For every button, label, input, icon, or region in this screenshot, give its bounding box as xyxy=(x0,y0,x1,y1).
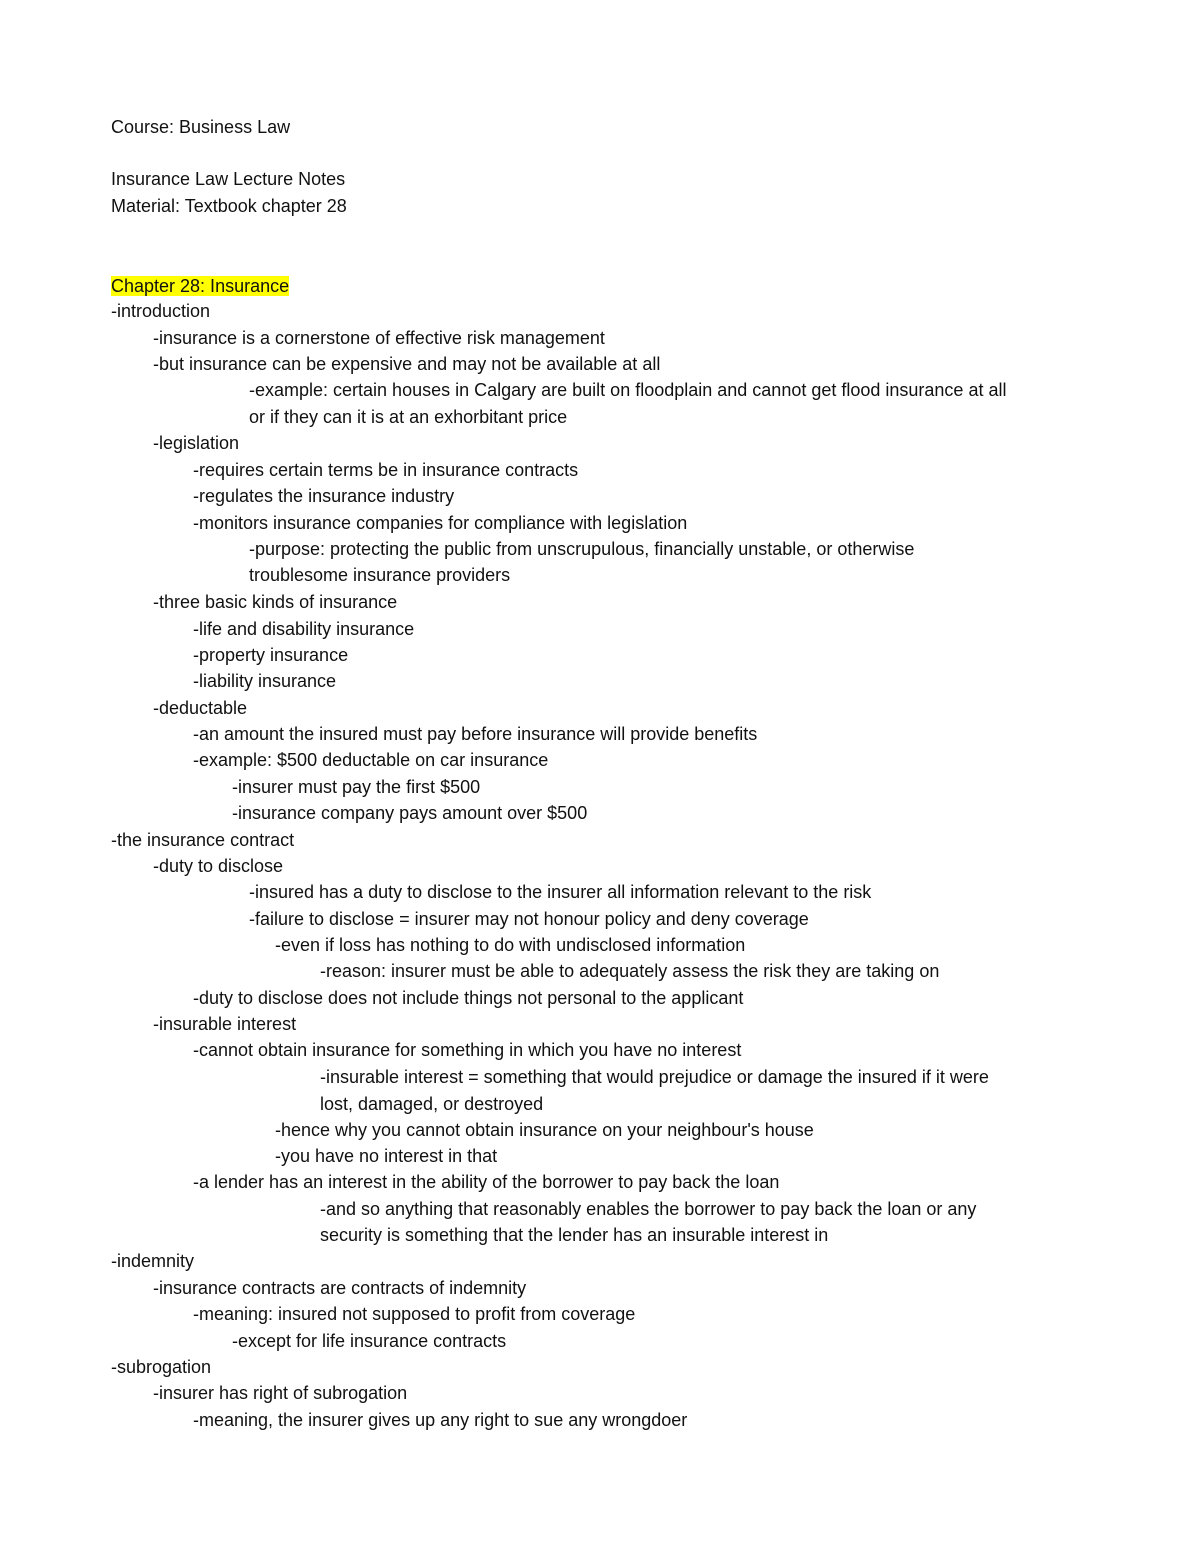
course-line: Course: Business Law xyxy=(111,117,291,137)
note-line: security is something that the lender has an insurable interest in xyxy=(320,1225,829,1245)
note-line: -insurance contracts are contracts of indemnity xyxy=(153,1278,527,1298)
note-line: -insured has a duty to disclose to the insurer all information relevant to the risk xyxy=(249,882,872,902)
note-line: -duty to disclose does not include things not personal to the applicant xyxy=(193,988,744,1008)
note-line: -the insurance contract xyxy=(111,830,295,850)
note-line: -three basic kinds of insurance xyxy=(153,592,398,612)
note-line: -hence why you cannot obtain insurance on your neighbour's house xyxy=(275,1120,814,1140)
note-line: -and so anything that reasonably enables the borrower to pay back the loan or any xyxy=(320,1199,977,1219)
note-line: -duty to disclose xyxy=(153,856,284,876)
note-line: -deductable xyxy=(153,698,248,718)
note-line: -reason: insurer must be able to adequately assess the risk they are taking on xyxy=(320,961,940,981)
document-title: Insurance Law Lecture Notes xyxy=(111,169,346,189)
note-line: -regulates the insurance industry xyxy=(193,486,455,506)
note-line: -but insurance can be expensive and may not be available at all xyxy=(153,354,661,374)
note-line: -insurable interest xyxy=(153,1014,297,1034)
note-line: -a lender has an interest in the ability of the borrower to pay back the loan xyxy=(193,1172,780,1192)
note-line: -an amount the insured must pay before insurance will provide benefits xyxy=(193,724,758,744)
note-line: -insurance is a cornerstone of effective risk management xyxy=(153,328,605,348)
note-line: -subrogation xyxy=(111,1357,212,1377)
note-line: -insurer has right of subrogation xyxy=(153,1383,408,1403)
note-line: -life and disability insurance xyxy=(193,619,415,639)
note-line: or if they can it is at an exhorbitant price xyxy=(249,407,568,427)
note-line: -failure to disclose = insurer may not honour policy and deny coverage xyxy=(249,909,809,929)
note-line: -meaning: insured not supposed to profit from coverage xyxy=(193,1304,636,1324)
note-line: -legislation xyxy=(153,433,240,453)
note-line: -even if loss has nothing to do with undisclosed information xyxy=(275,935,746,955)
note-line: -requires certain terms be in insurance contracts xyxy=(193,460,579,480)
note-line: -indemnity xyxy=(111,1251,195,1271)
note-line: -property insurance xyxy=(193,645,349,665)
note-line: -example: certain houses in Calgary are built on floodplain and cannot get flood insurance at all xyxy=(249,380,1007,400)
note-line: -liability insurance xyxy=(193,671,337,691)
chapter-heading xyxy=(111,275,289,297)
note-line: -monitors insurance companies for compliance with legislation xyxy=(193,513,688,533)
note-line: -you have no interest in that xyxy=(275,1146,498,1166)
note-line: -cannot obtain insurance for something in which you have no interest xyxy=(193,1040,742,1060)
note-line: -except for life insurance contracts xyxy=(232,1331,507,1351)
material-line: Material: Textbook chapter 28 xyxy=(111,196,347,216)
note-line: -example: $500 deductable on car insurance xyxy=(193,750,549,770)
highlighted-chapter-heading: Chapter 28: Insurance xyxy=(111,276,290,296)
note-line: -introduction xyxy=(111,301,211,321)
note-line: -insurable interest = something that would prejudice or damage the insured if it were xyxy=(320,1067,989,1087)
note-line: -meaning, the insurer gives up any right to sue any wrongdoer xyxy=(193,1410,688,1430)
note-line: lost, damaged, or destroyed xyxy=(320,1094,544,1114)
note-line: troublesome insurance providers xyxy=(249,565,511,585)
note-line: -insurance company pays amount over $500 xyxy=(232,803,588,823)
note-line: -insurer must pay the first $500 xyxy=(232,777,481,797)
note-line: -purpose: protecting the public from unscrupulous, financially unstable, or otherwise xyxy=(249,539,915,559)
